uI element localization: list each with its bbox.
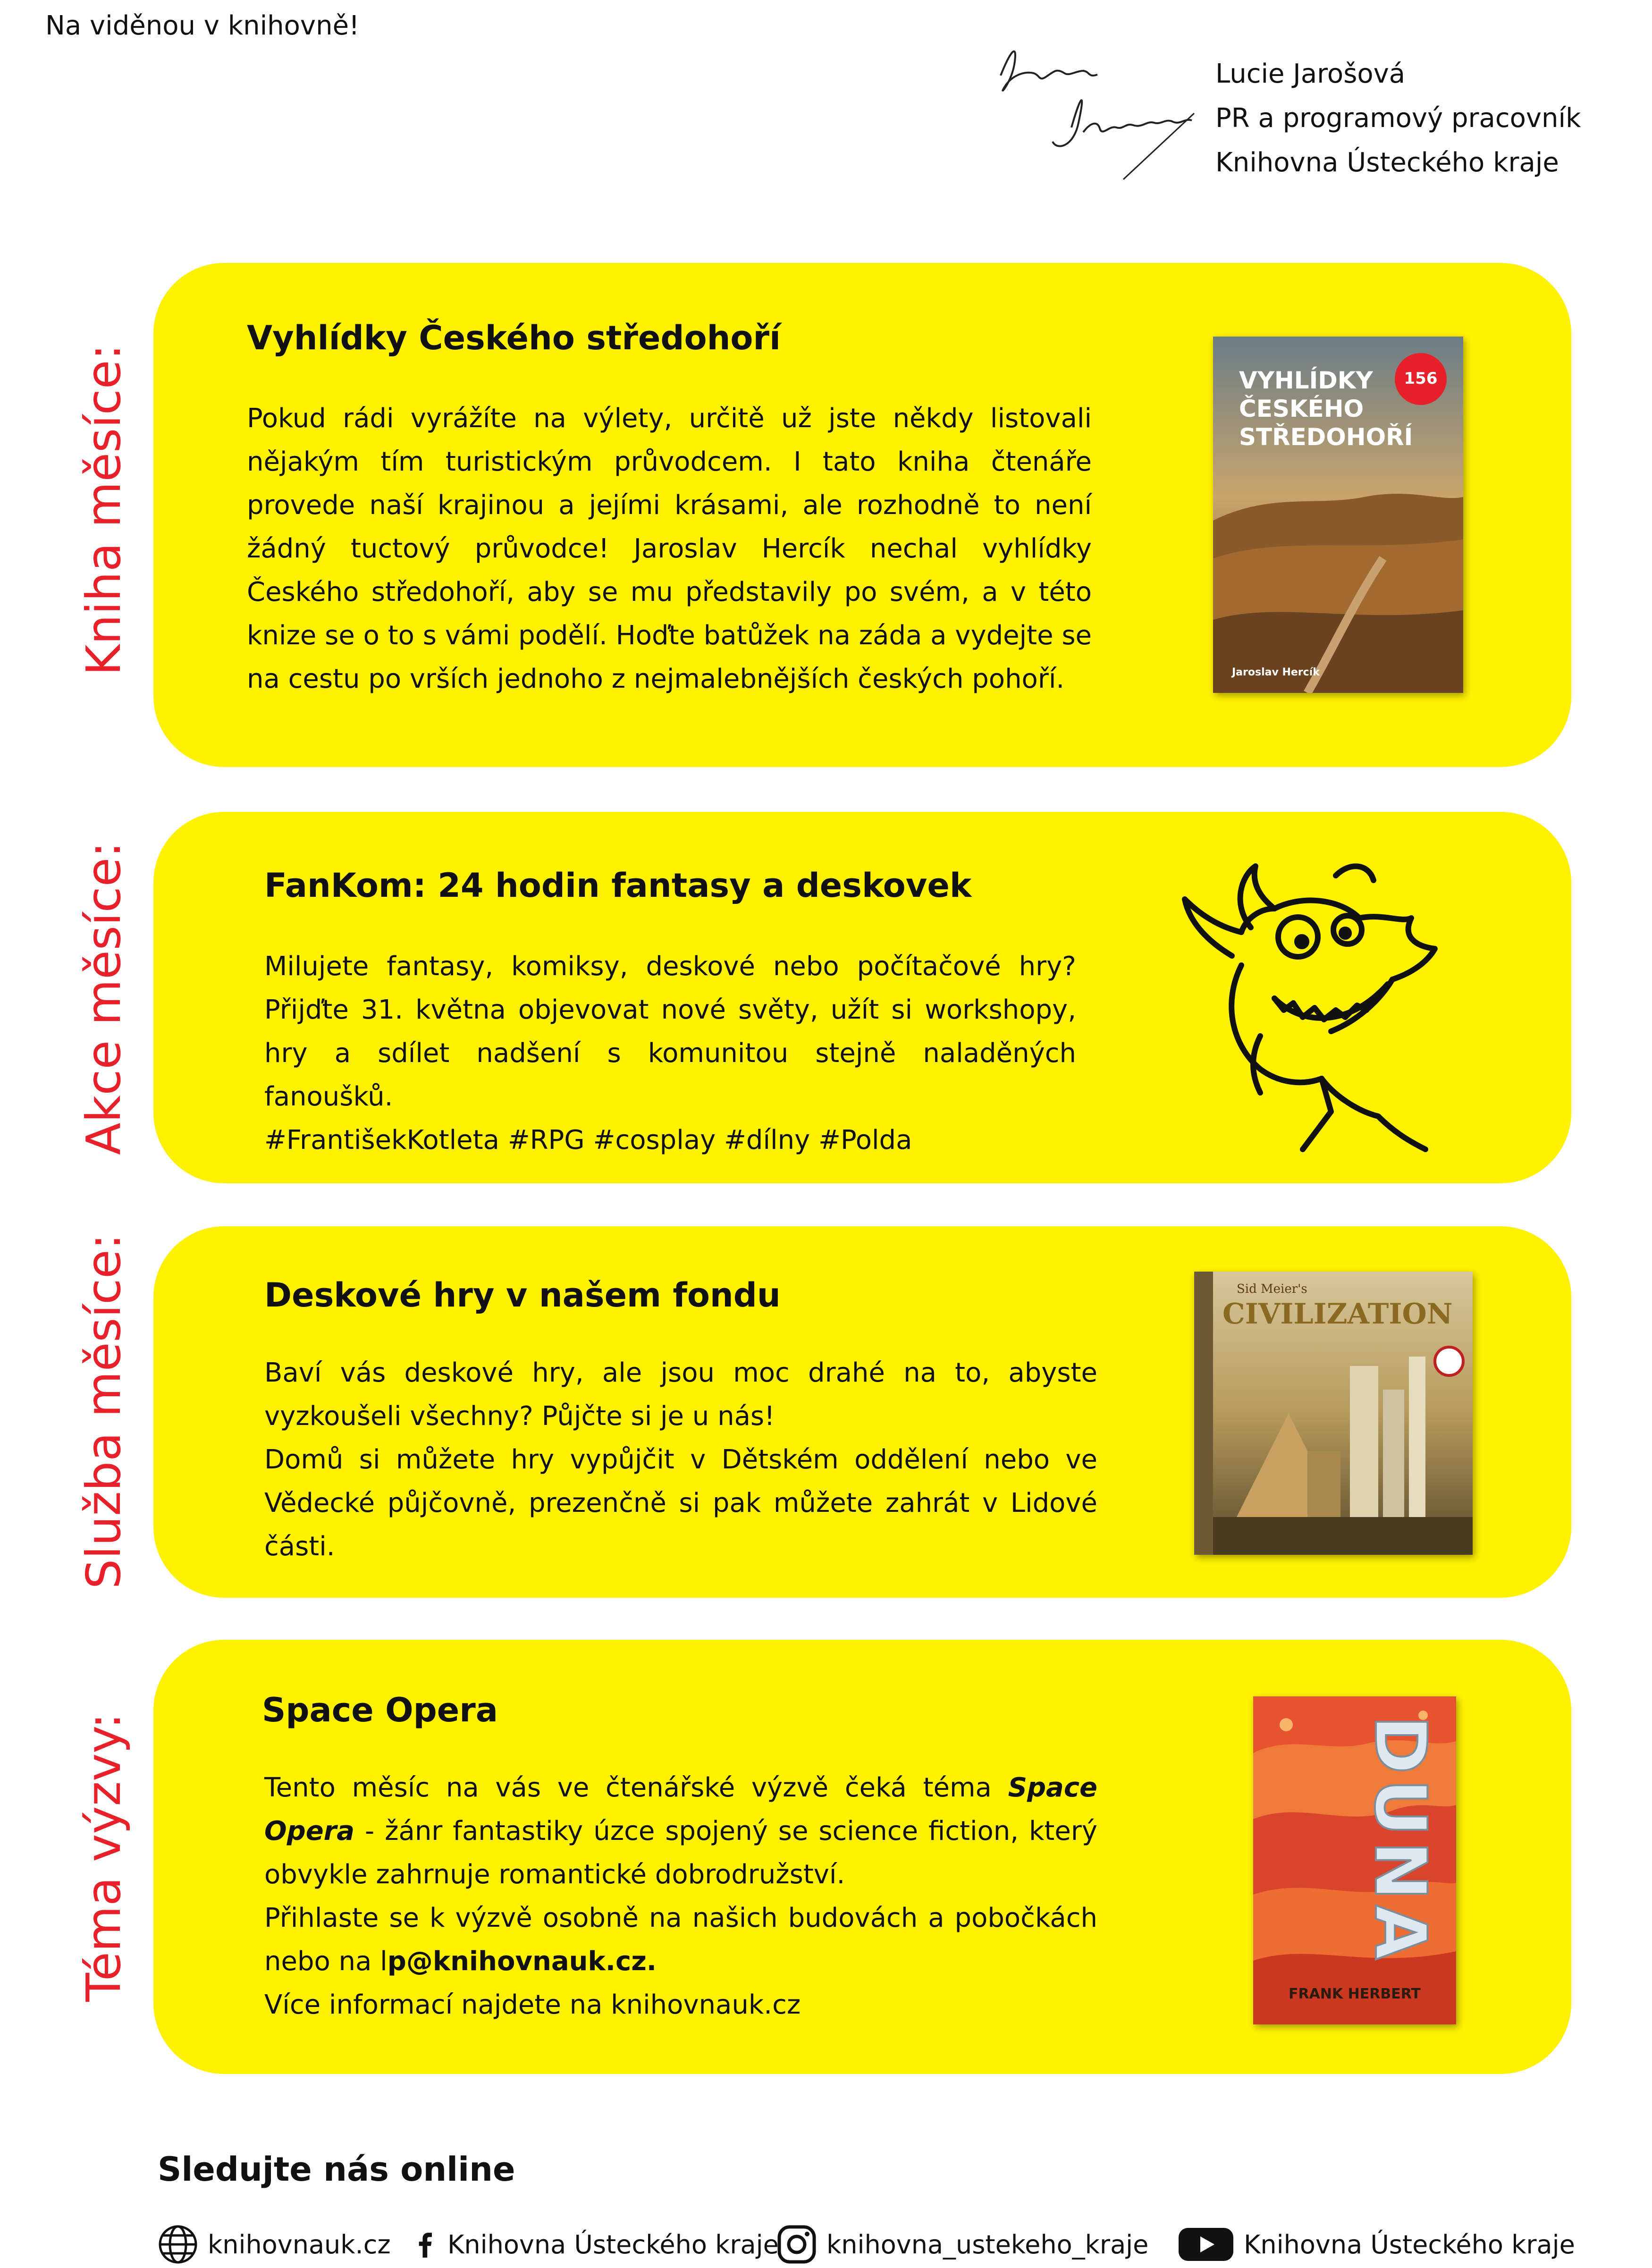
cover-title: DUNA (1359, 1715, 1441, 1964)
side-label-service-of-month: Služba měsíce: (76, 1233, 131, 1589)
card-title: FanKom: 24 hodin fantasy a deskovek (264, 866, 972, 905)
social-label: Knihovna Ústeckého kraje (1244, 2229, 1575, 2260)
card-title: Vyhlídky Českého středohoří (247, 319, 781, 357)
paragraph: Pokud rádi vyrážíte na výlety, určitě už jste někdy listovali nějakým tím turistickým průvodcem. I tato kniha čtenáře provede naší krajinou a jejími krásami, ale rozhodně to není žádný tuctový průvodce! Jaroslav Hercík nechal vyhlídky Českého středohoří, aby se mu představily po svém, a v této knize se o to s vámi podělí. Hoďte batůžek na záda a vydejte se na cestu po vrších jednoho z nejmalebnějších českých pohoří. (247, 403, 1092, 694)
text: - žánr fantastiky úzce spojený se science fiction, který obvykle zahrnuje romantické dobrodružství. (264, 1816, 1097, 1890)
emphasis: Space Opera (264, 1772, 1097, 1846)
follow-us-title: Sledujte nás online (158, 2150, 515, 2189)
email-address: p@knihovnauk.cz. (387, 1946, 657, 1977)
card-text (264, 945, 1076, 1162)
greeting: Na viděnou v knihovně! (45, 10, 360, 41)
game-title: CIVILIZATION (1222, 1298, 1453, 1331)
facebook-icon (412, 2224, 438, 2265)
sender-block (1215, 52, 1581, 185)
sender-organization: Knihovna Ústeckého kraje (1215, 147, 1559, 178)
social-link-web[interactable] (158, 2221, 391, 2268)
sender-name: Lucie Jarošová (1215, 59, 1406, 89)
game-brand: Sid Meier's (1237, 1282, 1307, 1296)
youtube-icon (1178, 2224, 1234, 2265)
text: Tento měsíc na vás ve čtenářské výzvě čeká téma (264, 1772, 1008, 1803)
hashtags: #FrantišekKotleta #RPG #cosplay #dílny #Polda (264, 1125, 912, 1155)
dragon-icon (1180, 847, 1463, 1154)
cover-title-line: VYHLÍDKY (1239, 367, 1373, 394)
side-label-challenge-theme: Téma výzvy: (76, 1713, 131, 2002)
side-label-book-of-month: Kniha měsíce: (76, 344, 131, 676)
social-link-youtube[interactable] (1178, 2221, 1575, 2268)
book-cover-duna (1253, 1696, 1456, 2024)
book-cover-vyhlidky (1213, 337, 1463, 693)
paragraph: Milujete fantasy, komiksy, deskové nebo počítačové hry? Přijďte 31. května objevovat nové světy, užít si workshopy, hry a sdílet nadšení s komunitou stejně naladěných fanoušků. (264, 951, 1076, 1112)
paragraph: Více informací najdete na knihovnauk.cz (264, 1990, 801, 2020)
side-label-event-of-month: Akce měsíce: (76, 842, 131, 1155)
card-book-of-month (153, 263, 1571, 767)
text: Přihlaste se k výzvě osobně na našich budovách a pobočkách nebo na l (264, 1903, 1097, 1977)
instagram-icon (776, 2224, 817, 2265)
paragraph (264, 1897, 1097, 1983)
board-game-box-civilization (1194, 1272, 1473, 1555)
paragraph: Domů si můžete hry vypůjčit v Dětském oddělení nebo ve Vědecké půjčovně, prezenčně si pak můžete zahrát v Lidové části. (264, 1444, 1097, 1562)
handwritten-signature (982, 24, 1218, 184)
card-title: Space Opera (262, 1691, 498, 1729)
card-title: Deskové hry v našem fondu (264, 1276, 781, 1315)
card-challenge-theme (153, 1640, 1571, 2074)
card-event-of-month (153, 812, 1571, 1183)
card-text (264, 1351, 1097, 1568)
cover-author: FRANK HERBERT (1289, 1986, 1421, 2002)
globe-icon (158, 2224, 198, 2265)
social-label: knihovna_ustekeho_kraje (826, 2229, 1149, 2260)
card-text (264, 1766, 1097, 2027)
cover-badge-number: 156 (1404, 369, 1438, 388)
cover-title-line: ČESKÉHO (1239, 395, 1364, 422)
cover-author: Jaroslav Hercík (1232, 666, 1320, 678)
paragraph (264, 1766, 1097, 1897)
social-link-instagram[interactable] (776, 2221, 1148, 2268)
card-text (247, 397, 1092, 701)
card-service-of-month (153, 1226, 1571, 1598)
social-label: Knihovna Ústeckého kraje (447, 2229, 779, 2260)
cover-title-line: STŘEDOHOŘÍ (1239, 423, 1413, 451)
social-link-facebook[interactable] (412, 2221, 779, 2268)
sender-role: PR a programový pracovník (1215, 103, 1581, 134)
social-label: knihovnauk.cz (208, 2229, 391, 2260)
paragraph: Baví vás deskové hry, ale jsou moc drahé na to, abyste vyzkoušeli všechny? Půjčte si je u nás! (264, 1357, 1097, 1432)
